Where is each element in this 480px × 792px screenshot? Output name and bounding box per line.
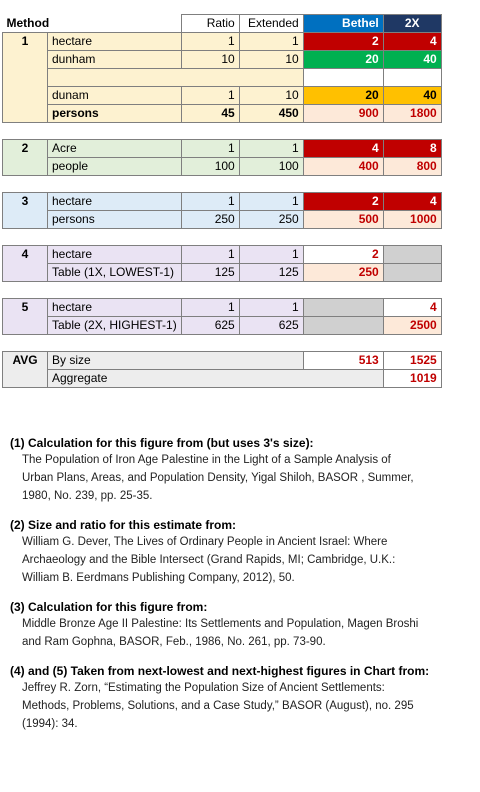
x2-cell: 1800 — [383, 105, 441, 123]
footnotes — [10, 435, 470, 745]
ratio-cell: 100 — [181, 158, 239, 176]
extended-cell: 1 — [239, 246, 303, 264]
avg-row-label: By size — [48, 352, 304, 370]
x2-cell: 800 — [383, 158, 441, 176]
table-row — [3, 193, 442, 211]
x2-cell: 40 — [383, 51, 441, 69]
bethel-cell: 20 — [303, 87, 383, 105]
footnote-line: (1994): 34. — [22, 718, 78, 730]
ratio-cell: 625 — [181, 317, 239, 335]
ratio-cell: 1 — [181, 87, 239, 105]
empty-cell — [48, 69, 182, 87]
x2-cell-empty — [383, 264, 441, 282]
bethel-avg: 513 — [303, 352, 383, 370]
unit-label: hectare — [48, 299, 182, 317]
x2-cell: 4 — [383, 299, 441, 317]
bethel-cell: 250 — [303, 264, 383, 282]
avg-label: AVG — [3, 352, 48, 388]
method-id: 4 — [3, 246, 48, 282]
ratio-cell: 10 — [181, 51, 239, 69]
ratio-cell: 1 — [181, 140, 239, 158]
extended-cell: 450 — [239, 105, 303, 123]
x2-cell: 1000 — [383, 211, 441, 229]
table-row — [3, 33, 442, 51]
bethel-cell-empty — [303, 317, 383, 335]
extended-cell: 125 — [239, 264, 303, 282]
empty-cell — [181, 69, 239, 87]
x2-cell: 8 — [383, 140, 441, 158]
ratio-cell: 45 — [181, 105, 239, 123]
ratio-cell: 125 — [181, 264, 239, 282]
table-row — [3, 370, 442, 388]
ratio-cell: 1 — [181, 33, 239, 51]
table-row — [3, 51, 442, 69]
footnote-heading: (1) Calculation for this figure from (but uses 3's size): — [10, 436, 314, 450]
footnote-line: Middle Bronze Age II Palestine: Its Settlements and Population, Magen Broshi — [22, 618, 419, 630]
x2-cell: 40 — [383, 87, 441, 105]
table-row — [3, 211, 442, 229]
empty-cell — [303, 69, 383, 87]
ratio-cell: 1 — [181, 246, 239, 264]
extended-cell: 10 — [239, 87, 303, 105]
footnote-line: Archaeology and the Bible Intersect (Grand Rapids, MI; Cambridge, U.K.: — [22, 554, 396, 566]
x2-cell: 4 — [383, 33, 441, 51]
bethel-header: Bethel — [303, 15, 383, 33]
footnote-1 — [10, 435, 470, 505]
extended-cell: 250 — [239, 211, 303, 229]
footnote-line: The Population of Iron Age Palestine in the Light of a Sample Analysis of — [22, 454, 391, 466]
x2-avg: 1525 — [383, 352, 441, 370]
x2-cell-empty — [383, 246, 441, 264]
unit-label: Acre — [48, 140, 182, 158]
method-id: 3 — [3, 193, 48, 229]
bethel-cell: 2 — [303, 246, 383, 264]
footnote-3 — [10, 599, 470, 651]
table-row — [3, 317, 442, 335]
footnote-heading: (3) Calculation for this figure from: — [10, 600, 208, 614]
empty-cell — [383, 69, 441, 87]
ratio-cell: 250 — [181, 211, 239, 229]
table-row — [3, 87, 442, 105]
footnote-line: Methods, Problems, Solutions, and a Case Study,” BASOR (August), no. 295 — [22, 700, 414, 712]
population-table — [2, 14, 442, 388]
footnote-line: Jeffrey R. Zorn, “Estimating the Population Size of Ancient Settlements: — [22, 682, 385, 694]
bethel-cell: 20 — [303, 51, 383, 69]
footnote-heading: (4) and (5) Taken from next-lowest and next-highest figures in Chart from: — [10, 664, 430, 678]
unit-label: hectare — [48, 246, 182, 264]
x2-cell: 2500 — [383, 317, 441, 335]
extended-header: Extended — [239, 15, 303, 33]
table-row — [3, 69, 442, 87]
avg-row-label: Aggregate — [48, 370, 384, 388]
footnote-heading: (2) Size and ratio for this estimate from: — [10, 518, 237, 532]
bethel-cell: 2 — [303, 193, 383, 211]
footnote-line: William B. Eerdmans Publishing Company, 2012), 50. — [22, 572, 295, 584]
method-id: 5 — [3, 299, 48, 335]
bethel-cell-empty — [303, 299, 383, 317]
footnote-line: 1980, No. 239, pp. 25-35. — [22, 490, 153, 502]
unit-label: hectare — [48, 33, 182, 51]
unit-label: hectare — [48, 193, 182, 211]
unit-label: dunham — [48, 51, 182, 69]
aggregate-value: 1019 — [383, 370, 441, 388]
ratio-header: Ratio — [181, 15, 239, 33]
extended-cell: 625 — [239, 317, 303, 335]
table-row — [3, 352, 442, 370]
bethel-cell: 4 — [303, 140, 383, 158]
spreadsheet — [2, 14, 442, 388]
bethel-cell: 500 — [303, 211, 383, 229]
footnote-line: William G. Dever, The Lives of Ordinary People in Ancient Israel: Where — [22, 536, 388, 548]
ratio-cell: 1 — [181, 299, 239, 317]
header-row — [3, 15, 442, 33]
unit-label: persons — [48, 211, 182, 229]
extended-cell: 1 — [239, 33, 303, 51]
footnote-4 — [10, 663, 470, 733]
table-row — [3, 158, 442, 176]
table-row — [3, 299, 442, 317]
table-row — [3, 105, 442, 123]
method-header: Method — [3, 15, 182, 33]
table-row — [3, 246, 442, 264]
method-id: 1 — [3, 33, 48, 123]
unit-label: persons — [48, 105, 182, 123]
extended-cell: 10 — [239, 51, 303, 69]
extended-cell: 1 — [239, 140, 303, 158]
extended-cell: 1 — [239, 193, 303, 211]
bethel-cell: 400 — [303, 158, 383, 176]
unit-label: dunam — [48, 87, 182, 105]
extended-cell: 1 — [239, 299, 303, 317]
bethel-cell: 900 — [303, 105, 383, 123]
bethel-cell: 2 — [303, 33, 383, 51]
unit-label: Table (1X, LOWEST-1) — [48, 264, 182, 282]
method-id: 2 — [3, 140, 48, 176]
unit-label: Table (2X, HIGHEST-1) — [48, 317, 182, 335]
empty-cell — [239, 69, 303, 87]
footnote-2 — [10, 517, 470, 587]
ratio-cell: 1 — [181, 193, 239, 211]
x2-cell: 4 — [383, 193, 441, 211]
extended-cell: 100 — [239, 158, 303, 176]
table-row — [3, 140, 442, 158]
table-row — [3, 264, 442, 282]
footnote-line: and Ram Gophna, BASOR, Feb., 1986, No. 261, pp. 73-90. — [22, 636, 326, 648]
unit-label: people — [48, 158, 182, 176]
x2-header: 2X — [383, 15, 441, 33]
footnote-line: Urban Plans, Areas, and Population Density, Yigal Shiloh, BASOR , Summer, — [22, 472, 414, 484]
